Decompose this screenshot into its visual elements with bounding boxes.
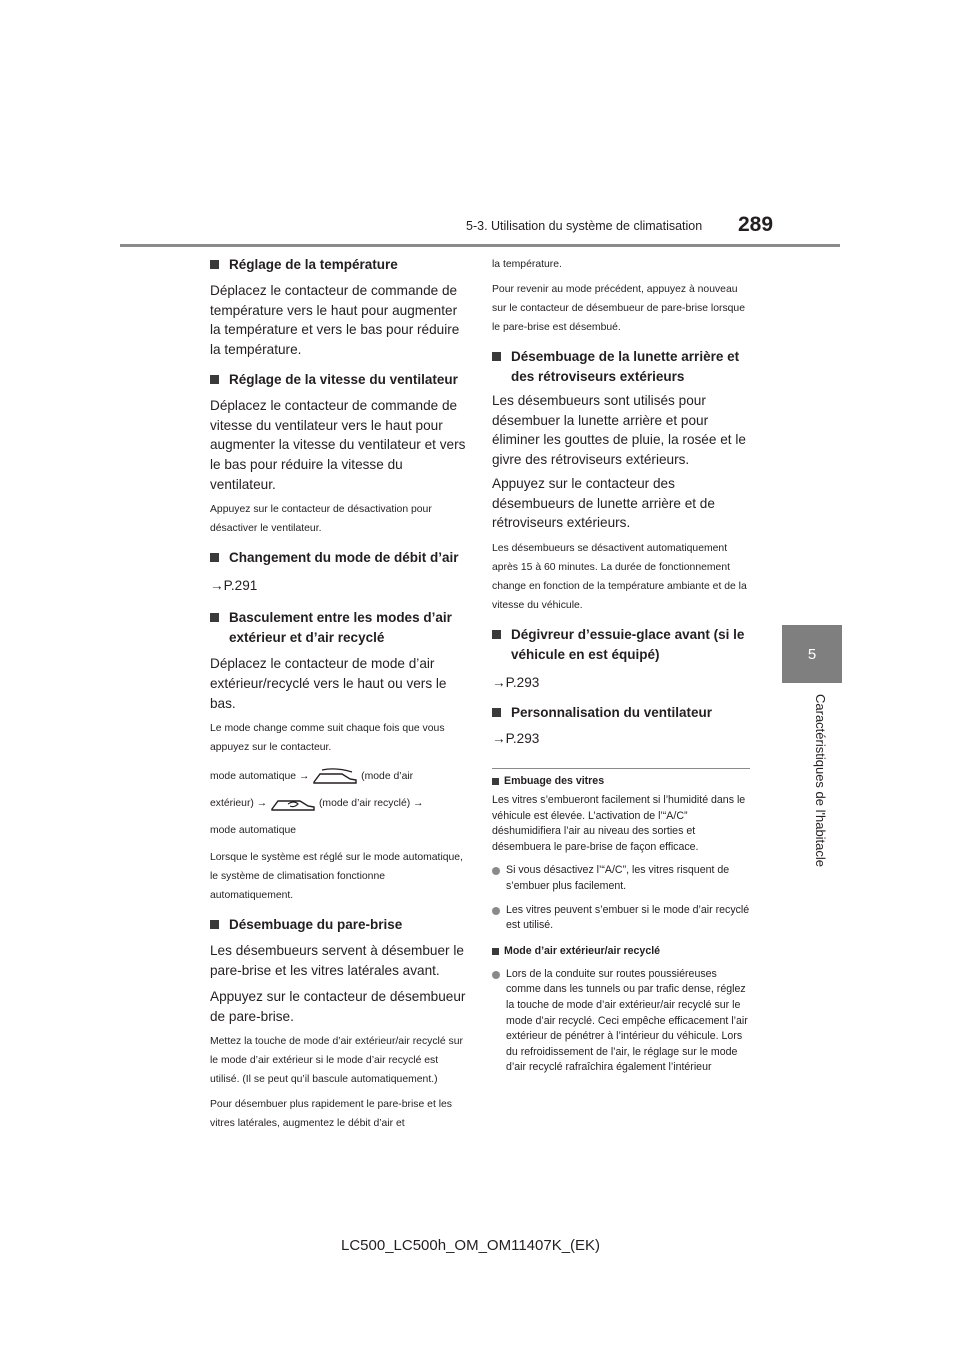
bullet-square-icon	[210, 613, 219, 622]
bullet-square-icon	[210, 260, 219, 269]
chapter-tab: 5	[782, 625, 842, 683]
heading-air-recirculation: Basculement entre les modes d’air extérieur et d’air recyclé	[210, 608, 468, 648]
notes-section	[492, 774, 750, 1076]
outside-air-car-icon	[312, 768, 358, 786]
note-bullet: Les vitres peuvent s’embuer si le mode d’air recyclé est utilisé.	[492, 903, 750, 934]
note-heading-fogging: Embuage des vitres	[492, 774, 750, 789]
mode-sequence: mode automatique → (mode d’air extérieur) → (mode d’air recyclé) → mode automatique	[210, 763, 468, 844]
bullet-dot-icon	[492, 971, 500, 979]
paragraph: Les désembueurs sont utilisés pour désembuer la lunette arrière et pour éliminer les gouttes de pluie, la rosée et le givre des rétroviseurs extérieurs.	[492, 393, 746, 468]
page-reference: →P.293	[492, 730, 540, 746]
heading-fan-speed: Réglage de la vitesse du ventilateur	[210, 370, 468, 390]
bullet-dot-icon	[492, 867, 500, 875]
section-title: 5-3. Utilisation du système de climatisation	[466, 219, 703, 233]
chapter-title: Caractéristiques de l'habitacle	[813, 694, 828, 868]
right-column	[492, 255, 750, 749]
heading-temperature: Réglage de la température	[210, 255, 468, 275]
heading-airflow-mode: Changement du mode de débit d’air	[210, 548, 468, 568]
small-paragraph: Mettez la touche de mode d’air extérieur/air recyclé sur le mode d’air extérieur si le mode d’air recyclé est utilisé. (Il se peut qu’il bascule automatiquement.)	[210, 1036, 463, 1086]
left-column	[210, 255, 468, 1133]
note-text: Les vitres s’embueront facilement si l’humidité dans le véhicule est élevée. L’activation de l’“A/C” déshumidifiera l’air au niveau des sorties et désembuera le pare-brise de façon efficace.	[492, 794, 746, 853]
small-paragraph: Pour désembuer plus rapidement le pare-brise et les vitres latérales, augmentez le débit d’air et	[210, 1099, 452, 1130]
page-number: 289	[738, 213, 774, 236]
bullet-square-icon	[492, 708, 501, 717]
paragraph: Les désembueurs servent à désembuer le pare-brise et les vitres latérales avant.	[210, 943, 464, 979]
small-paragraph: Pour revenir au mode précédent, appuyez à nouveau sur le contacteur de désembueur de pare-brise lorsque le pare-brise est désembué.	[492, 284, 745, 333]
paragraph: Déplacez le contacteur de commande de vitesse du ventilateur vers le haut pour augmenter la vitesse du ventilateur et vers le bas pour réduire la vitesse du ventilateur.	[210, 397, 466, 492]
notes-rule	[492, 768, 750, 769]
bullet-square-icon	[492, 630, 501, 639]
paragraph: Déplacez le contacteur de mode d’air extérieur/recyclé vers le haut ou vers le bas.	[210, 656, 447, 711]
paragraph: Appuyez sur le contacteur de désembueur de pare-brise.	[210, 988, 466, 1024]
small-paragraph: Lorsque le système est réglé sur le mode automatique, le système de climatisation fonctionne automatiquement.	[210, 852, 463, 902]
note-bullet: Si vous désactivez l’“A/C”, les vitres risquent de s’embuer plus facilement.	[492, 863, 750, 894]
heading-fan-customization: Personnalisation du ventilateur	[492, 703, 750, 723]
bullet-square-icon	[492, 778, 499, 785]
bullet-square-icon	[492, 948, 499, 955]
small-paragraph: Les désembueurs se désactivent automatiquement après 15 à 60 minutes. La durée de fonctionnement change en fonction de la température ambiante et de la vitesse du véhicule.	[492, 542, 747, 611]
heading-rear-defog: Désembuage de la lunette arrière et des rétroviseurs extérieurs	[492, 347, 750, 387]
page-reference: →P.291	[210, 578, 258, 594]
paragraph: Déplacez le contacteur de commande de température vers le haut pour augmenter la température et vers le bas pour réduire la température.	[210, 283, 460, 358]
note-heading-air-mode: Mode d’air extérieur/air recyclé	[492, 944, 750, 959]
note-bullet: Lors de la conduite sur routes poussiéreuses comme dans les tunnels ou par trafic dense, réglez la touche de mode d’air extérieur/air recyclé sur le mode d’air recyclé. Ceci empêche efficacement l’air extérieur de pénétrer à l’intérieur du véhicule. Lors du refroidissement de l’air, le réglage sur le mode d’air recyclé rafraîchira également l’intérieur	[492, 967, 750, 1076]
paragraph: Appuyez sur le contacteur des désembueurs de lunette arrière et de rétroviseurs extérieurs.	[492, 475, 715, 531]
header-rule	[120, 244, 840, 247]
bullet-square-icon	[210, 553, 219, 562]
small-paragraph: la température.	[492, 259, 562, 270]
bullet-square-icon	[210, 920, 219, 929]
page-reference: →P.293	[492, 674, 540, 690]
heading-wiper-deicer: Dégivreur d’essuie-glace avant (si le véhicule en est équipé)	[492, 625, 750, 665]
recirculated-air-car-icon	[270, 795, 316, 813]
document-code: LC500_LC500h_OM_OM11407K_(EK)	[341, 1237, 601, 1254]
bullet-square-icon	[492, 352, 501, 361]
small-paragraph: Le mode change comme suit chaque fois que vous appuyez sur le contacteur.	[210, 723, 445, 754]
bullet-dot-icon	[492, 907, 500, 915]
small-paragraph: Appuyez sur le contacteur de désactivation pour désactiver le ventilateur.	[210, 504, 432, 535]
bullet-square-icon	[210, 375, 219, 384]
heading-windshield-defog: Désembuage du pare-brise	[210, 915, 468, 935]
